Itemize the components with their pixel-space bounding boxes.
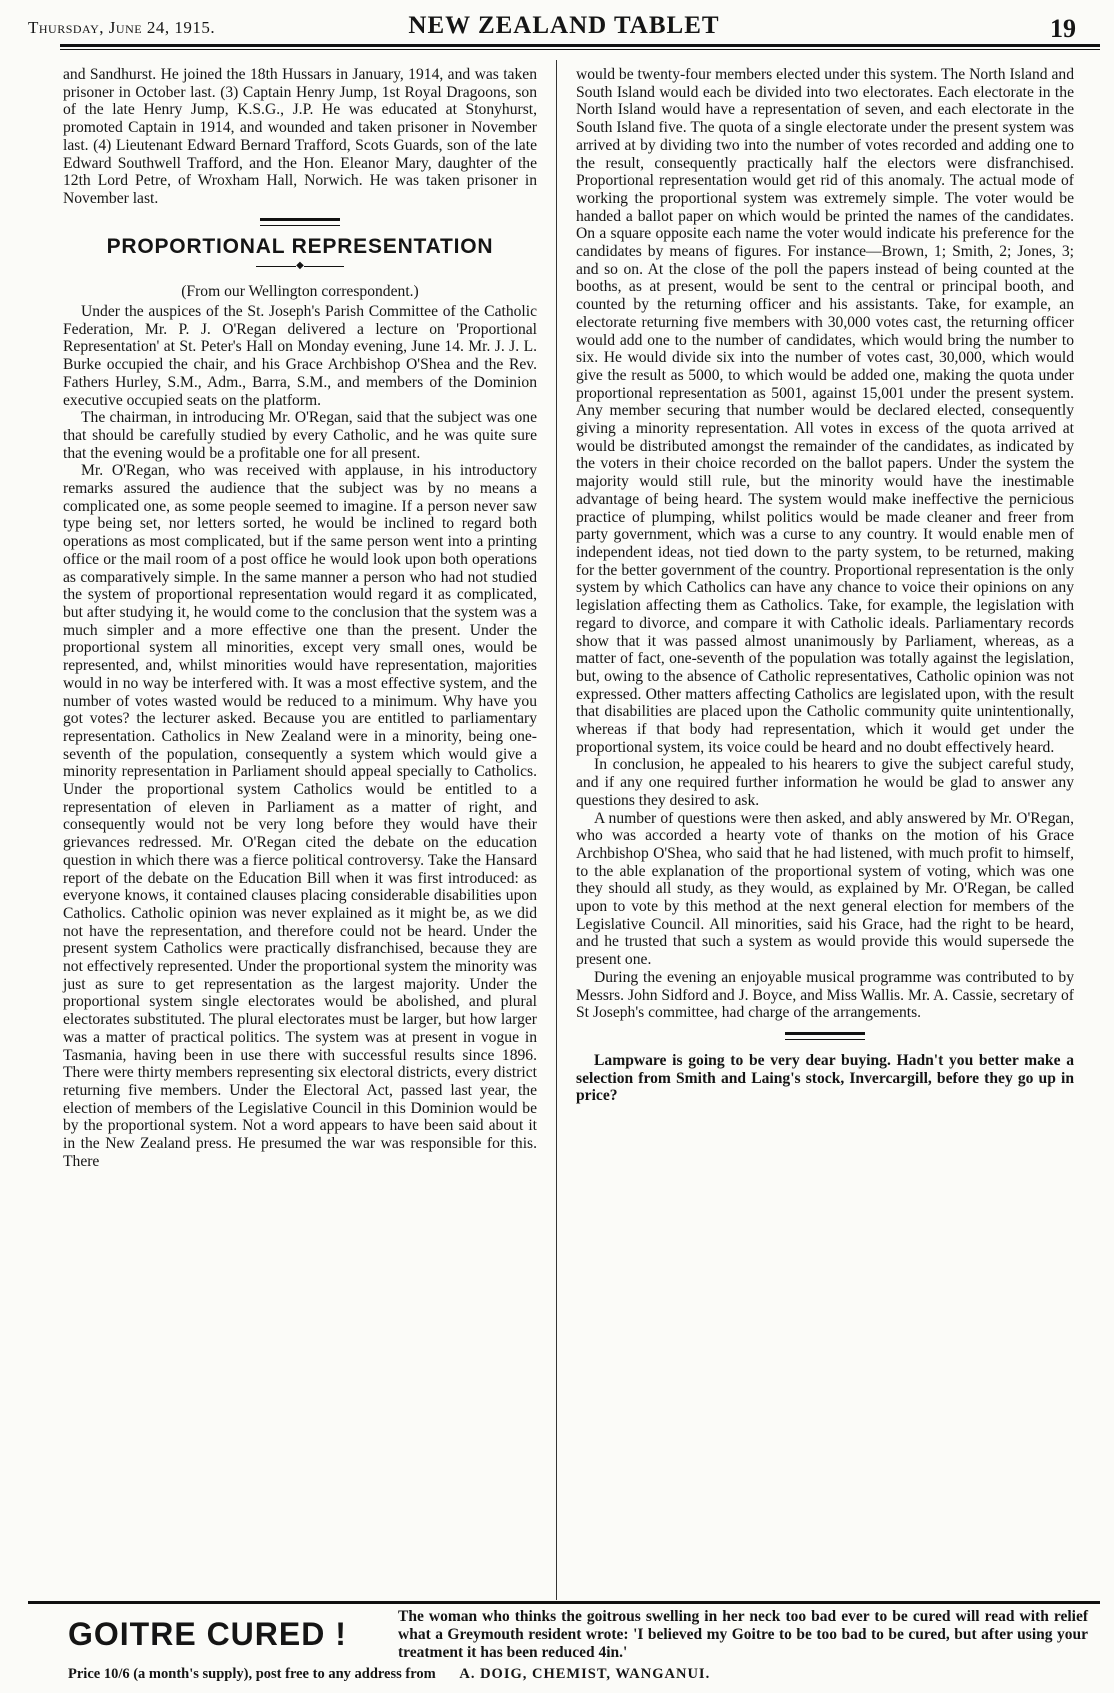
masthead-title: NEW ZEALAND TABLET bbox=[408, 12, 720, 39]
article-paragraph: The chairman, in introducing Mr. O'Regan, said that the subject was one that should be carefully studied by every Catholic, and he was quite sure that the evening would be a profitable one for all present. bbox=[63, 409, 537, 462]
article-paragraph: Under the auspices of the St. Joseph's Parish Committee of the Catholic Federation, Mr. P. J. O'Regan delivered a lecture on 'Proportional Representation' at St. Peter's Hall on Monday evening, June 14. Mr. J. J. L. Burke occupied the chair, and his Grace Archbishop O'Shea and the Rev. Fathers Hurley, S.M., Adm., Barra, S.M., and members of the Dominion executive occupied seats on the platform. bbox=[63, 303, 537, 409]
advert-chemist: A. DOIG, CHEMIST, WANGANUI. bbox=[459, 1666, 711, 1682]
left-column bbox=[63, 66, 537, 1170]
advert-body: The woman who thinks the goitrous swelling in her neck too bad ever to be cured will read with relief what a Greymouth resident wrote: 'I believed my Goitre to be too bad to be cured, but after using your treatment it has been reduced 4in.' bbox=[398, 1608, 1088, 1661]
article-paragraph: In conclusion, he appealed to his hearers to give the subject careful study, and if any one required further information he would be glad to answer any questions they desired to ask. bbox=[576, 756, 1074, 809]
advert-rule bbox=[28, 1601, 1100, 1604]
continued-paragraph: and Sandhurst. He joined the 18th Hussars in January, 1914, and was taken prisoner in October last. (3) Captain Henry Jump, 1st Royal Dragoons, son of the late Henry Jump, K.S.G., J.P. He was educated at Stonyhurst, promoted Captain in 1914, and wounded and taken prisoner in November last. (4) Lieutenant Edward Bernard Trafford, Scots Guards, son of the late Edward Southwell Trafford, and the Hon. Eleanor Mary, daughter of the 12th Lord Petre, of Wroxham Hall, Norwich. He was taken prisoner in November last. bbox=[63, 66, 537, 207]
lampware-notice: Lampware is going to be very dear buying. Hadn't you better make a selection from Smith and Laing's stock, Invercargill, before they go up in price? bbox=[576, 1051, 1074, 1105]
header-rule-thin bbox=[60, 49, 1100, 50]
article-paragraph: would be twenty-four members elected under this system. The North Island and South Island would each be divided into two electorates. Each electorate in the North Island would have a representation of seven, and each electorate in the South Island five. The quota of a single electorate under the present system was arrived at by dividing two into the number of votes recorded and adding one to the result, consequently practically half the electors were disfranchised. Proportional representation would get rid of this anomaly. The actual mode of working the proportional system was extremely simple. The voter would be handed a ballot paper on which would be printed the names of the candidates. On a square opposite each name the voter would indicate his preference for the candidates by means of figures. For instance—Brown, 1; Smith, 2; Jones, 3; and so on. At the close of the poll the papers instead of being counted at the booths, as at present, would be sent to the central or principal booth, and counted by the returning officer and his assistants. Take, for example, an electorate returning five members with 30,000 votes cast, the returning officer would add one to the number of candidates, which would bring the number to six. He would divide six into the number of votes cast, 30,000, which would give the result as 5000, to which would be added one, making the quota under proportional representation as 5001, against 15,001 under the present system. Any member securing that number would be declared elected, consequently giving a minority representation. All votes in excess of the quota arrived at would be distributed amongst the remainder of the candidates, as indicated by the voters in their choice recorded on the ballot papers. Under the system the majority would still rule, but the minority would have the inestimable advantage of being heard. The system would make ineffective the pernicious practice of plumping, whilst politics would be made cleaner and freer from party government, which was a curse to any country. It would enable men of independent ideas, not tied down to the party system, to be returned, making for the better government of the country. Proportional representation is the only system by which Catholics can have any chance to voice their opinions on any legislation affecting them as Catholics. Take, for example, the legislation with regard to divorce, and compare it with Catholic ideals. Parliamentary records show that it was passed almost unanimously by Parliament, whereas, as a matter of fact, one-seventh of the population was totally against the legislation, but, owing to the absence of Catholic representatives, Catholic opinion was not expressed. Other matters affecting Catholics are legislated upon, with the result that disabilities are placed upon the Catholic community quite unintentionally, whereas if that body had representation, which it would get under the proportional system, its voice could be heard and no doubt effectively heard. bbox=[576, 66, 1074, 756]
right-column bbox=[576, 66, 1074, 1105]
headline-ornament: ◆ bbox=[63, 261, 537, 271]
article-paragraph: Mr. O'Regan, who was received with applause, in his introductory remarks assured the audience that the subject was by no means a complicated one, as some people seemed to imagine. If a person never saw type being set, nor letters sorted, he would be inclined to regard both operations as most complicated, but if the same person went into a printing office or the mail room of a post office he would look upon both operations as comparatively simple. In the same manner a person who had not studied the system of proportional representation would regard it as complicated, but after studying it, he would come to the conclusion that the system was a much simpler and a more effective one than the present. Under the proportional system all minorities, except very small ones, would be represented, and, whilst minorities would have representation, majorities would in no way be interfered with. It was a most effective system, and the number of votes wasted would be reduced to a minimum. Why have you got votes? the lecturer asked. Because you are entitled to parliamentary representation. Catholics in New Zealand were in a minority, being one-seventh of the population, consequently a system which would give a minority representation in Parliament should appeal specially to Catholics. Under the proportional system Catholics would be entitled to a representation of eleven in Parliament as a matter of right, and consequently would not be very long before they would have their grievances redressed. Mr. O'Regan cited the debate on the education question in which there was a fierce political controversy. Take the Hansard report of the debate on the Education Bill when it was first introduced: as everyone knows, it contained clauses placing considerable disabilities upon Catholics. Catholic opinion was never explained as it might be, as we did not have the representation, and therefore could not be heard. Under the present system Catholics were practically disfranchised, because they are not effectively represented. Under the proportional system the minority was just as sure to get representation as the largest majority. Under the proportional system single electorates would be abolished, and plural electorates substituted. The plural electorates must be larger, but how larger was a matter of practical politics. The system was at present in vogue in Tasmania, having been in use there with successful results since 1896. There were thirty members representing six electoral districts, every district returning five members. Under the Electoral Act, passed last year, the election of members of the Legislative Council in this Dominion would be by the proportional system. Not a word appears to have been said about it in the New Zealand press. He presumed the war was responsible for this. There bbox=[63, 462, 537, 1170]
header-rule bbox=[60, 44, 1100, 47]
issue-date: Thursday, June 24, 1915. bbox=[28, 18, 216, 37]
advert-price-line bbox=[68, 1666, 1088, 1683]
advert-price: Price 10/6 (a month's supply), post free to any address from bbox=[68, 1666, 436, 1682]
column-divider bbox=[556, 60, 557, 1600]
article-byline: (From our Wellington correspondent.) bbox=[181, 283, 419, 301]
goitre-advert bbox=[28, 1606, 1100, 1686]
page-header bbox=[28, 10, 1100, 44]
section-separator bbox=[260, 218, 340, 226]
section-separator bbox=[785, 1032, 865, 1040]
article-headline: PROPORTIONAL REPRESENTATION bbox=[106, 234, 494, 258]
advert-title: GOITRE CURED ! bbox=[68, 1616, 347, 1652]
page-number: 19 bbox=[1050, 14, 1076, 43]
article-paragraph: During the evening an enjoyable musical programme was contributed to by Messrs. John Sidford and J. Boyce, and Miss Wallis. Mr. A. Cassie, secretary of St Joseph's committee, had charge of the arrangements. bbox=[576, 968, 1074, 1022]
article-paragraph: A number of questions were then asked, and ably answered by Mr. O'Regan, who was accorded a hearty vote of thanks on the motion of his Grace Archbishop O'Shea, who said that he had listened, with much profit to himself, to the able explanation of the proportional system of voting, which was one they should all study, as they would, as explained by Mr. O'Regan, be called upon to vote by this method at the next general election for members of the Legislative Council. All minorities, said his Grace, had the right to be heard, and he trusted that such a system as would provide this would supersede the present one. bbox=[576, 809, 1074, 969]
